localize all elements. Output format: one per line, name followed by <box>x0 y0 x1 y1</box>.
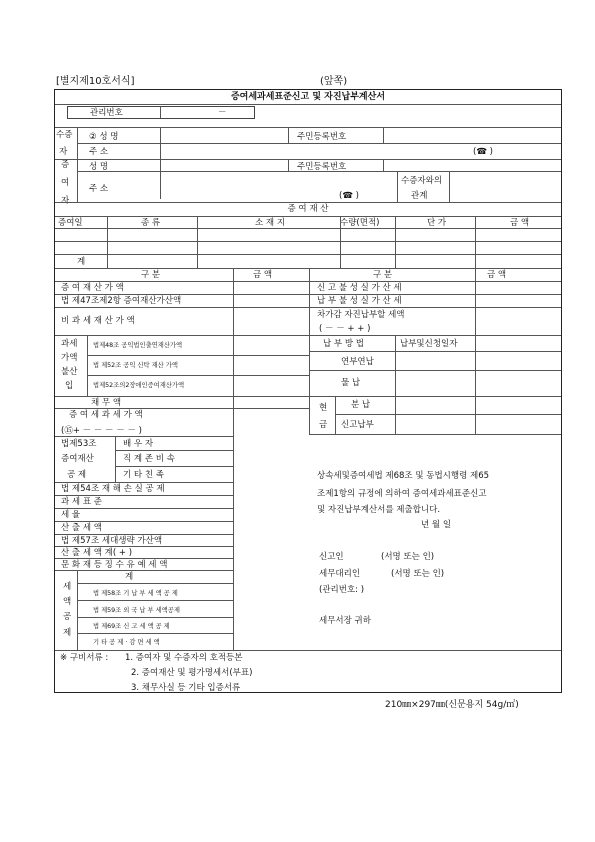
property-total-label: 계 <box>77 257 86 267</box>
row-debt: 채 무 액 <box>91 398 122 408</box>
decl-line-1: 상속세및증여세법 제68조 및 동법시행령 제65 <box>317 471 490 481</box>
exempt-group-4: 입 <box>65 381 74 391</box>
col-type: 종 류 <box>141 218 161 228</box>
row-gen-skip: 법 제57조 세대생략 가산액 <box>61 536 163 546</box>
page-side: (앞쪽) <box>320 76 348 87</box>
in-kind-label: 물 납 <box>341 378 361 388</box>
row-nontaxable: 비 과 세 재 산 가 액 <box>61 316 135 326</box>
ded-group-3: 공 제 <box>67 470 87 480</box>
exempt-art52: 법 제52조 공익 신탁 재산 가액 <box>93 362 178 369</box>
donor-label-3: 자 <box>61 196 70 206</box>
row-self-pay-formula: ( － － + + ) <box>319 324 371 334</box>
agent-sign: (서명 또는 인) <box>391 569 445 579</box>
exempt-group-3: 불산 <box>61 367 78 377</box>
ded-group-1: 법제53조 <box>61 439 97 449</box>
row-self-pay: 차가감 자진납부할 세액 <box>317 310 405 320</box>
col-amount: 금 액 <box>510 218 530 228</box>
docs-label: ※ 구비서류 : <box>60 653 109 663</box>
paper-spec: 210㎜×297㎜(신문용지 54g/㎡) <box>385 700 519 710</box>
row-taxable-value: 증 여 세 과 세 가 액 <box>69 410 143 420</box>
recipient-address-label: 주 소 <box>89 147 109 157</box>
donor-address-label: 주 소 <box>89 184 109 194</box>
report-pay-label: 신고납부 <box>341 420 374 430</box>
ded-lineal: 직 계 존 비 속 <box>123 454 175 464</box>
exempt-art48: 법제48조 공익법인출연재산가액 <box>93 342 183 349</box>
donor-label-1: 증 <box>61 160 70 170</box>
exempt-group-2: 가액 <box>61 353 78 363</box>
donor-id-label: 주민등록번호 <box>297 162 347 172</box>
row-payment-penalty: 납 부 불 성 실 가 산 세 <box>317 296 402 306</box>
reporter-sign: (서명 또는 인) <box>381 552 435 562</box>
right-head-item: 구 분 <box>373 270 393 280</box>
left-head-amount: 금 액 <box>253 270 273 280</box>
row-report-penalty: 신 고 불 성 실 가 산 세 <box>317 283 402 293</box>
property-heading: 증 여 재 산 <box>287 204 329 214</box>
row-rate: 세 율 <box>61 510 81 520</box>
split-pay-label: 분 납 <box>351 400 371 410</box>
exempt-group-1: 과세 <box>61 339 78 349</box>
recipient-label-2: 자 <box>59 147 68 157</box>
doc-item-1: 1. 증여자 및 수증자의 호적등본 <box>125 653 243 663</box>
agent-mgmt-number: (관리번호: ) <box>319 585 365 595</box>
recipient-phone: (☎ ) <box>473 147 493 157</box>
credit-art69: 법 제69조 신 고 세 액 공 제 <box>93 623 170 630</box>
tax-office-addressee: 세무서장 귀하 <box>319 616 371 626</box>
row-calc-tax-sum: 산 출 세 액 계( + ) <box>61 548 133 558</box>
col-location: 소 재 지 <box>255 218 286 228</box>
relation-label-2: 관계 <box>411 191 428 201</box>
donor-phone: (☎ ) <box>339 191 359 201</box>
row-calc-tax: 산 출 세 액 <box>61 523 102 533</box>
agent-label: 세무대리인 <box>319 569 361 579</box>
recipient-id-label: 주민등록번호 <box>297 132 347 142</box>
form-title: 증여세과세표준신고 및 자진납부계산서 <box>230 92 386 102</box>
credit-group-1: 세 <box>63 582 72 592</box>
mgmt-value: － <box>218 108 227 118</box>
form-sheet <box>54 89 562 693</box>
row-art47-add: 법 제47조제2항 증여재산가산액 <box>61 296 182 306</box>
credit-group-4: 제 <box>63 628 72 638</box>
donor-name-label: 성 명 <box>89 162 109 172</box>
decl-line-2: 조제1항의 규정에 의하여 증여세과세표준신고 <box>317 489 487 499</box>
left-head-item: 구 분 <box>141 270 161 280</box>
mgmt-number-box <box>67 106 255 119</box>
credit-other: 기 타 공 제 · 감 면 세 액 <box>93 639 160 646</box>
exempt-art52-2: 법제52조의2장애인증여재산가액 <box>93 382 185 389</box>
cash-group-1: 현 <box>319 403 328 413</box>
recipient-name-label: ② 성 명 <box>89 132 119 142</box>
ded-group-2: 증여재산 <box>61 454 94 464</box>
pay-date-label: 납부및신청일자 <box>400 339 458 349</box>
decl-date: 년 월 일 <box>421 520 452 530</box>
credit-art59: 법 제59조 외 국 납 부 세액공제 <box>93 607 180 614</box>
right-head-amount: 금 액 <box>487 270 507 280</box>
credit-art58: 법 제58조 기 납 부 세 액 공 제 <box>93 590 178 597</box>
col-unit-price: 단 가 <box>427 218 447 228</box>
col-date: 증여일 <box>58 218 83 228</box>
row-taxable-formula: (⑮+ － － － － － ) <box>61 426 142 436</box>
form-number: [별지제10호서식] <box>56 76 135 87</box>
row-disaster: 법 제54조 재 해 손 실 공 제 <box>61 484 165 494</box>
recipient-label-1: 수증 <box>56 130 73 140</box>
doc-item-3: 3. 채무사실 등 기타 입증서류 <box>131 683 241 693</box>
row-cultural: 문 화 재 등 징 수 유 예 세 액 <box>61 560 168 570</box>
credit-group-3: 공 <box>63 612 72 622</box>
ded-spouse: 배 우 자 <box>123 439 154 449</box>
decl-line-3: 및 자진납부계산서를 제출합니다. <box>317 505 441 515</box>
col-quantity: 수량(면적) <box>340 218 380 228</box>
relation-label-1: 수증자와의 <box>401 176 443 186</box>
mgmt-label: 관리번호 <box>90 108 123 118</box>
row-gift-value: 증 여 재 산 가 액 <box>61 283 124 293</box>
doc-item-2: 2. 증여재산 및 평가명세서(부표) <box>131 668 253 678</box>
reporter-label: 신고인 <box>319 552 344 562</box>
donor-label-2: 여 <box>61 178 70 188</box>
installment-label: 연부연납 <box>341 357 374 367</box>
credit-total: 계 <box>125 572 134 582</box>
credit-group-2: 액 <box>63 597 72 607</box>
row-tax-base: 과 세 표 준 <box>61 497 102 507</box>
ded-other-relatives: 기 타 친 족 <box>123 470 164 480</box>
cash-group-2: 금 <box>319 420 328 430</box>
pay-method-label: 납 부 방 법 <box>323 339 364 349</box>
